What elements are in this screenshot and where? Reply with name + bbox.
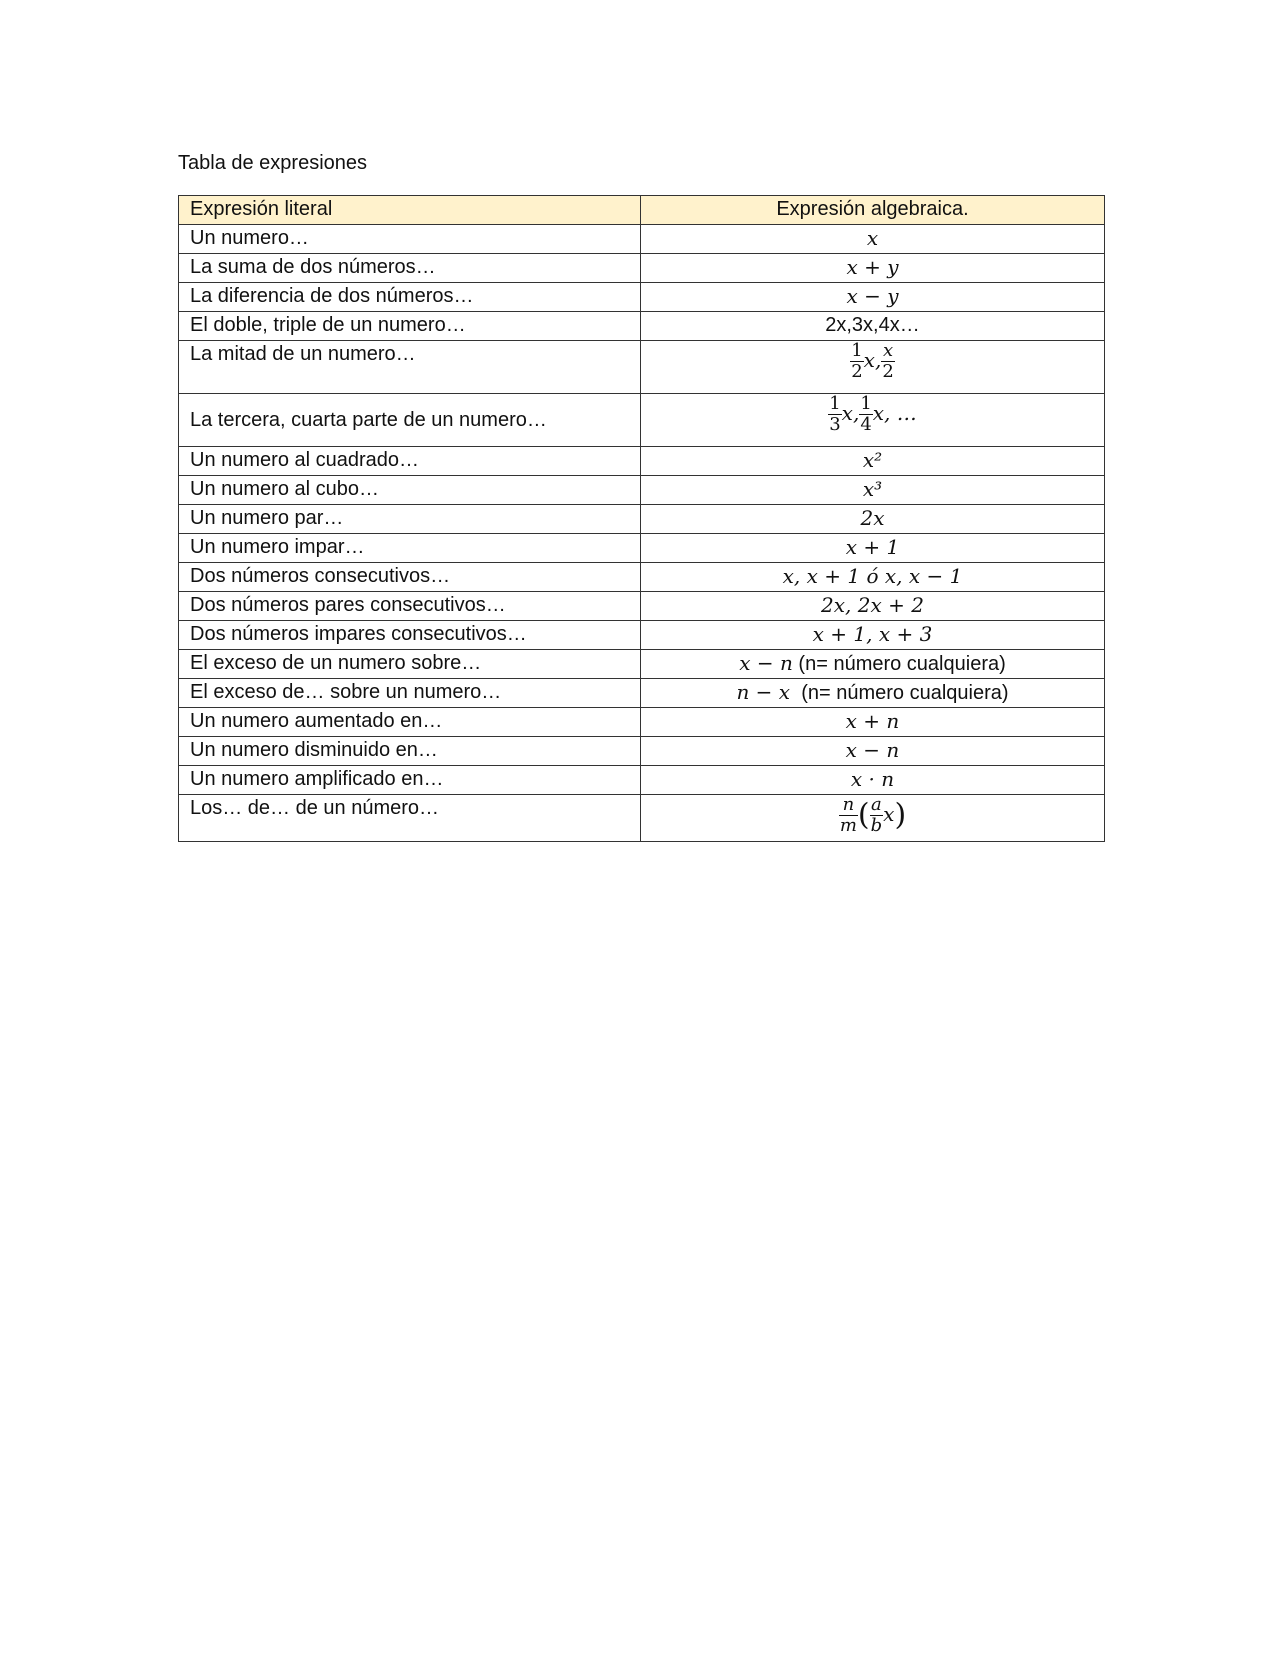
table-row [179,621,1105,650]
fraction-denominator: m [839,815,857,836]
algebraic-cell: 2x, 2x + 2 [641,592,1105,621]
fraction-denominator: b [870,815,883,836]
page-title: Tabla de expresiones [178,152,368,174]
table-row [179,394,1105,447]
literal-cell: Los… de… de un número… [179,795,641,842]
literal-cell: La mitad de un numero… [179,341,641,394]
table-row [179,225,1105,254]
algebraic-cell: x² [641,447,1105,476]
literal-cell: El exceso de un numero sobre… [179,650,641,679]
fraction-denominator: 4 [860,414,872,435]
expression-note: (n= número cualquiera) [798,653,1006,675]
algebraic-cell: x, x + 1 ó x, x − 1 [641,563,1105,592]
literal-cell: La tercera, cuarta parte de un numero… [179,394,641,447]
table-row [179,563,1105,592]
fraction-numerator: 1 [829,393,841,414]
literal-cell: Un numero al cubo… [179,476,641,505]
table-row [179,254,1105,283]
algebraic-cell: 2x [641,505,1105,534]
fraction [850,341,863,382]
algebraic-cell: x + n [641,708,1105,737]
fraction-denominator: 3 [829,414,841,435]
algebraic-cell: x − n [641,737,1105,766]
table-row [179,505,1105,534]
literal-cell: Un numero amplificado en… [179,766,641,795]
algebraic-cell: x + 1, x + 3 [641,621,1105,650]
variable: x [883,801,895,826]
literal-cell: La diferencia de dos números… [179,283,641,312]
algebraic-cell: x³ [641,476,1105,505]
algebraic-cell: x · n [641,766,1105,795]
fraction-denominator: 2 [882,361,894,382]
variable: x, [863,347,882,372]
algebraic-cell: x [641,225,1105,254]
table-row [179,679,1105,708]
table-row [179,708,1105,737]
fraction-numerator: 1 [851,340,863,361]
table-row [179,476,1105,505]
table-row [179,650,1105,679]
fraction-numerator: 1 [860,393,872,414]
algebraic-cell [641,341,1105,394]
expression: n − x [736,680,791,704]
fraction [839,795,858,836]
fraction-numerator: n [839,795,858,816]
table-row [179,795,1105,842]
table-row [179,312,1105,341]
literal-cell: Un numero impar… [179,534,641,563]
table-row [179,737,1105,766]
variable: x, … [872,400,917,425]
close-paren: ) [894,797,907,833]
table-header-row [179,196,1105,225]
open-paren: ( [857,797,870,833]
header-algebraic: Expresión algebraica. [641,196,1105,225]
literal-cell: Dos números pares consecutivos… [179,592,641,621]
fraction [828,394,841,435]
fraction-denominator: 2 [851,361,863,382]
fraction [881,341,894,382]
algebraic-cell [641,650,1105,679]
algebraic-cell: x + y [641,254,1105,283]
fraction [859,394,872,435]
fraction [870,795,884,836]
table-row [179,341,1105,394]
table-row [179,447,1105,476]
expressions-table [178,195,1105,842]
literal-cell: El doble, triple de un numero… [179,312,641,341]
literal-cell: Un numero… [179,225,641,254]
literal-cell: Dos números consecutivos… [179,563,641,592]
literal-cell: El exceso de… sobre un numero… [179,679,641,708]
literal-cell: La suma de dos números… [179,254,641,283]
table-row [179,283,1105,312]
algebraic-cell: 2x,3x,4x… [641,312,1105,341]
algebraic-cell [641,679,1105,708]
literal-cell: Un numero disminuido en… [179,737,641,766]
algebraic-cell: x + 1 [641,534,1105,563]
header-literal: Expresión literal [179,196,641,225]
fraction-numerator: a [871,794,882,815]
literal-cell: Dos números impares consecutivos… [179,621,641,650]
expression-note: (n= número cualquiera) [801,682,1009,704]
variable: x, [841,400,860,425]
algebraic-cell [641,394,1105,447]
table-row [179,534,1105,563]
algebraic-cell: x − y [641,283,1105,312]
expression: x − n [739,651,793,675]
fraction-numerator: x [882,340,894,361]
table-row [179,766,1105,795]
table-row [179,592,1105,621]
literal-cell: Un numero par… [179,505,641,534]
literal-cell: Un numero aumentado en… [179,708,641,737]
algebraic-cell [641,795,1105,842]
literal-cell: Un numero al cuadrado… [179,447,641,476]
